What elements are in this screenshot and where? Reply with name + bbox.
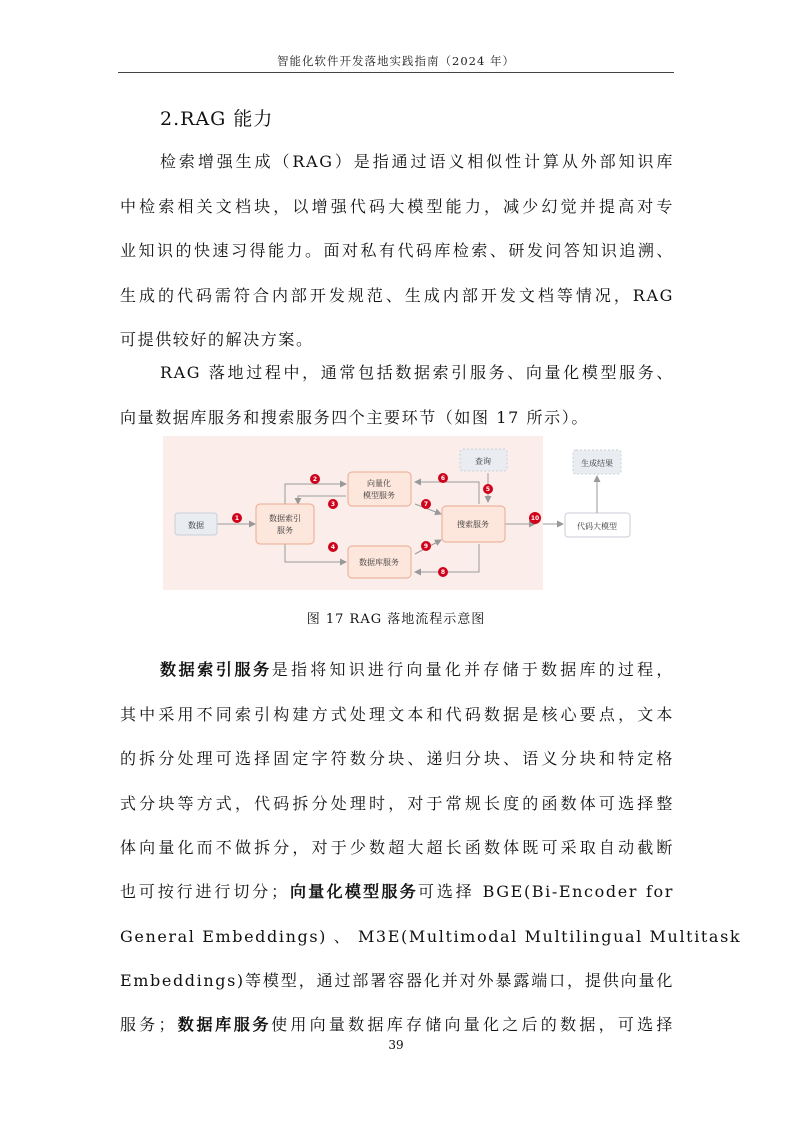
node-database-label: 数据库服务 [359,558,399,567]
node-query-label: 查询 [475,457,491,466]
header-rule [118,72,674,73]
text-line: 式分块等方式，代码拆分处理时，对于常规长度的函数体可选择整 [120,794,674,813]
node-search-label: 搜索服务 [457,520,489,529]
text-line [160,657,674,680]
text-line: 检索增强生成（RAG）是指通过语义相似性计算从外部知识库 [160,152,674,171]
node-llm-label: 代码大模型 [577,522,617,531]
text-line: 向量数据库服务和搜索服务四个主要环节（如图 17 所示）。 [120,408,589,427]
rag-flow-diagram-output [543,436,643,590]
page-header: 智能化软件开发落地实践指南（2024 年） [277,54,515,68]
page-number: 39 [388,1038,404,1052]
node-index-label-1: 数据索引 [269,514,301,523]
node-result-label: 生成结果 [581,459,613,468]
node-vector-label-1: 向量化 [367,479,391,488]
step-number-5: 5 [485,486,491,493]
step-number-7: 7 [423,501,429,508]
term-vector-model-service: 向量化模型服务 [288,882,418,901]
step-number-3: 3 [330,501,336,508]
node-data-label: 数据 [188,521,204,530]
step-number-2: 2 [312,476,318,483]
text-span: 是指将知识进行向量化并存储于数据库的过程， [271,660,674,679]
step-number-6: 6 [440,475,446,482]
step-number-10: 10 [530,515,540,522]
text-line: Embeddings)等模型，通过部署容器化并对外暴露端口，提供向量化 [120,971,674,990]
text-line: General Embeddings) 、 M3E(Multimodal Multilingual Multitask [120,927,742,946]
step-number-1: 1 [234,515,240,522]
text-line [120,879,674,902]
node-vector-model-service [348,472,411,506]
text-line: 中检索相关文档块，以增强代码大模型能力，减少幻觉并提高对专 [120,197,674,216]
step-number-4: 4 [330,544,336,551]
text-line: 业知识的快速习得能力。面对私有代码库检索、研发问答知识追溯、 [120,241,674,260]
figure-caption: 图 17 RAG 落地流程示意图 [306,612,486,627]
node-index-label-2: 服务 [277,526,293,535]
text-span: 也可按行进行切分； [120,882,289,901]
text-line [120,1012,674,1035]
text-line: 可提供较好的解决方案。 [120,330,314,349]
text-line: 体向量化而不做拆分，对于少数超大超长函数体既可采取自动截断 [120,838,674,857]
text-line: 生成的代码需符合内部开发规范、生成内部开发文档等情况，RAG [120,286,674,305]
step-number-9: 9 [423,543,429,550]
term-index-service: 数据索引服务 [160,660,272,679]
text-span: 服务； [120,1015,177,1034]
text-line: 其中采用不同索引构建方式处理文本和代码数据是核心要点，文本 [120,705,674,724]
step-number-8: 8 [440,569,446,576]
section-heading: 2.RAG 能力 [160,108,274,130]
text-line: 的拆分处理可选择固定字符数分块、递归分块、语义分块和特定格 [120,749,674,768]
term-database-service: 数据库服务 [176,1015,272,1034]
rag-flow-diagram [163,436,543,590]
text-line: RAG 落地过程中，通常包括数据索引服务、向量化模型服务、 [160,363,674,382]
node-vector-label-2: 模型服务 [363,491,395,500]
text-span: 使用向量数据库存储向量化之后的数据，可选择 [271,1015,674,1034]
text-span: 可选择 BGE(Bi-Encoder for [418,882,674,901]
node-index-service [256,504,314,544]
